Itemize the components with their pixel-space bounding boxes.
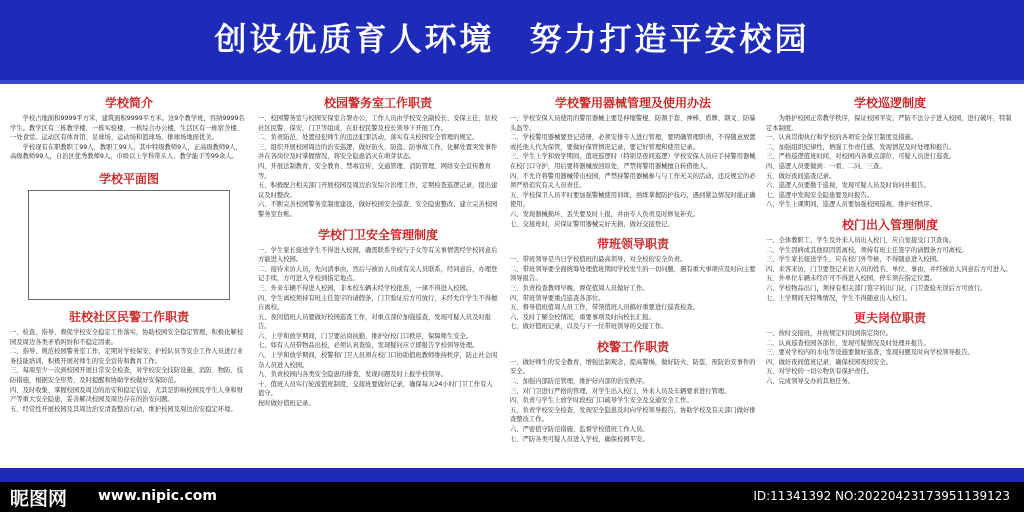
section-text-police-equipment: 一、学校安保人员使用的警用器械主要是伸缩警棍、防割手套、神棒、盾牌、钢叉、防暴头盔等。 二、学校警用器械要登记造册，必须安排专人进行管理，要明确管理职责，不得随意放置或托他人代为保管，要做好保管情况记录，要记好管理和使用记录。 三、学生上学和放学期间，值班巡逻时（特别是夜间巡逻）学校安保人员应手持警用器械在校门口守护，用后要将器械放回原处，严禁将警用器械擅自转借他人。 四、不允许将警用器械带出校园，严禁持警用器械参与与工作无关的活动，违反规定的必须严格追究有关人员责任。 五、学校保卫人员平时要加强警械使用训练，熟练掌握防护技巧，遇到紧急情况时能正确使用。 六、发现器械损坏、丢失要及时上报，并由专人负责及时修复补充。 七、交接班时，应保证警用器械完好无损，做好交接登记。 — [510, 115, 756, 228]
watermark-url: www.nipic.com — [98, 488, 217, 504]
watermark-logo: 昵图网 — [10, 488, 68, 510]
footer-band — [0, 468, 1024, 482]
section-text-police-duties: 一、检查、指导、督促学校安全稳定工作落实，协助校园安全稳定管理，积极化解校园及周边各类矛盾纠纷和不稳定因素。 二、指导、规范校园警务室工作，定期对学校保安、护校队员等安全工作人员进行业务技能培训，积极开展对师生的安全宣传和教育工作。 三、每周至少一次到校园开展日常安全检查，对学校安全技防设施、消防、物防、技防措施，根据安全形势，及时提醒和协助学校做好安保防范。 四、及时收集、掌握校园及周边的治安和稳定信息，尤其是影响校园及学生人身和财产等重大安全隐患，妥善解决校园及周边存在的治安问题。 五、经常性开展校园及其周边治安清查整治行动，维护校园及周边治安稳定环境。 — [10, 328, 243, 413]
section-title-gate-access: 校门出入管理制度 — [841, 217, 938, 232]
section-title-gate-safety: 学校门卫安全管理制度 — [317, 227, 438, 242]
watermark-id: ID:11341392 NO:20220423173951139123 — [753, 489, 1010, 503]
section-title-patrol: 学校巡逻制度 — [853, 96, 926, 110]
section-title-night-watch: 更夫岗位职责 — [853, 311, 926, 326]
header-divider — [0, 80, 1024, 84]
section-text-night-watch: 一、按时交接班，并按规定时间到指定岗位。 二、认真巡查校园各部位，发现可疑情况及时处理并报告。 三、要对学校内的水电等设施要做好巡查，发现问题及时向学校领导报告。 四、做好夜间值班记录，确保校园夜间安全。 五、对学校的一切公物负有保护责任。 六、完成领导交办的其他任务。 — [766, 330, 974, 386]
floor-plan-frame — [28, 190, 230, 300]
section-text-school-police: 一、做好师生的安全教育，增强法制观念，提高警惕，做好防火、防盗、预防治安事件的安全。 二、加强内部防范管理，维护好内部的治安秩序。 三、对门卫进行严格的管理，对学生出入校门、外来人员及车辆要求进行管理。 四、负责与学生上放学时段校门口疏导学生安全及交通安全工作。 五、负责学校安全检查，发现安全隐患及时向学校领导报告，协助学校及有关部门做好排查整改工作。 六、严密值守防范措施，监督学校值班工作人员。 七、严防各类可疑人员进入学校，确保校园平安。 — [510, 358, 756, 443]
section-title-duty-leader: 带班领导职责 — [596, 237, 669, 252]
section-title-police-equipment: 学校警用器械管理及使用办法 — [554, 96, 711, 110]
section-title-school-police: 校警工作职责 — [596, 339, 669, 354]
section-text-patrol: 为维护校园正常教学秩序，保证校园平安，严防不法分子进入校园，进行破坏，特制定本制度。 一、认真贯彻执行和学校的各项安全保卫制度及措施。 二、加强组织纪律性，增强工作责任感，发现情况及时处理和报告。 三、严格巡逻值班时间，对校园内各重点部位、可疑人员进行巡查。 四、巡逻人员要做到：一看、二问、三查。 五、做好夜间巡查记录。 六、巡逻人员要勤于巡视，发现可疑人员及时询问并报告。 七、巡逻中发现安全隐患要及时报告。 八、学生上课期间，巡逻人员要加强校园巡视，维护好秩序。 — [766, 115, 1012, 209]
section-text-gate-safety: 一、学生家长接送学生不得进入校园，确需联系学校与子女等有关事情需经学校同意后方能进入校园。 二、接待来访人员，先问清事由，然后与被访人员或有关人员联系，经同意后，办理登记手续，方可进入学校到指定地点。 三、外来车辆不得进入校园，非本校车辆未经学校批准，一律不得进入校园。 四、学生离校须持有班主任签字的请假条，门卫验证后方可放行，未经允许学生不得擅自离校。 五、夜间值班人员要做好校园巡查工作，对重点部位加强巡查，发现可疑人员及时报告。 六、上学和放学期间，门卫要站岗执勤，维护好校门口秩序，保障师生安全。 七、如有人员带物品出校，必须认真查验，发现疑问应立即报告学校领导处理。 八、上学和放学期间，校警和门卫人员须在校门口协助值班教师维持秩序，防止社会闲杂人员进入校园。 九、负责校园内各类安全隐患的排查，发现问题及时上报学校领导。 十、值班人员实行轮流值班制度，交接班要做好记录，确保每天24小时门卫工作有人值守。 — [258, 246, 498, 398]
section-text-gate-footer: 按时做好值班记录。 — [258, 400, 315, 408]
section-text-duty-leader: 一、带班领导是当日学校值班的最高领导，对全校的安全负责。 二、带班领导要全面统筹处理值班期间学校发生的一切问题，遇有重大事项应及时向主要领导报告。 三、负责检查教师早晚，督促值周人员做好工作。 四、带班领导要重点巡查各部位。 五、督导值班值周人员工作，带领值班人员搞好重要进行巡查检查。 六、及时了解全校情况，重要事项及时向校长汇报。 七、做好值班记录，以及与下一位带班领导的交接工作。 — [510, 256, 756, 331]
section-title-police-room: 校园警务室工作职责 — [323, 96, 432, 110]
section-title-school-intro: 学校简介 — [104, 96, 153, 110]
poster-title: 创设优质育人环境 努力打造平安校园 — [214, 20, 810, 58]
section-text-police-room: 一、校园警务室与校园安保室合署办公，工作人员由学校安全副校长、安保主任、驻校社区民警、保安、门卫等组成，在驻校民警及校长领导下开展工作。 二、负责防范、处置侵犯师生的违法犯罪活动，落实有关校园安全管理的规定。 三、组织开展校园周边的治安巡逻，做好防火、防盗、防事故工作，化解处置突发事件并在各岗位及时掌握情况，将安全隐患消灭在萌芽状态。 四、开展法制教育、安全教育、禁毒宣传、交通管理、消防管理、网络安全宣传教育等。 五、积极配合相关部门开展校园及周边治安综合治理工作，定期检查巡逻记录，提出建议及时整改。 六、不断完善校园警务室制度建设，做好校园安全巡查、安全隐患整改、建立完善校园警务室台账。 — [258, 115, 498, 218]
column-2 — [258, 92, 498, 462]
column-3 — [510, 92, 756, 462]
section-text-gate-access: 一、全体教职工、学生及外来人员出入校门，应自觉接受门卫查询。 二、学生因病或其他原因需离校，须持有班主任签字的请假条方可离校。 三、学生家长接送学生，应在校门外等候，不得随意进入校园。 四、来客来访，门卫要登记来访人员的姓名、单位、事由，并经被访人同意后方可进入。 五、外单位车辆未经许可不得进入校园，停车须在指定位置。 六、学校物品出门，须持有相关部门签字的出门证，门卫查验无误后方可放行。 七、上学期间无特殊情况，学生不得随意出入校门。 — [766, 236, 1012, 302]
column-1 — [10, 92, 248, 462]
section-title-floor-plan: 学校平面图 — [98, 171, 159, 186]
section-title-police-duties: 驻校社区民警工作职责 — [68, 309, 189, 324]
section-text-school-intro: 学校占地面积9999平方米，建筑面积9999平方米。这9个教学班，容纳9999名学生。教学区有三栋教学楼，一栋实验楼，一栋综合办公楼，生活区有一栋宿舍楼、一处食堂。运动区有体育馆、足球场、运动场和篮球场、排球场地面优美。 学校现有在职教职工99人，教职工99人，其中特级教师9人，正高级教师9人，高级教师99人，自治区优秀教师9人，市级以上学科带头人、教学能手等99余人。 — [10, 115, 245, 161]
column-4 — [766, 92, 1014, 462]
